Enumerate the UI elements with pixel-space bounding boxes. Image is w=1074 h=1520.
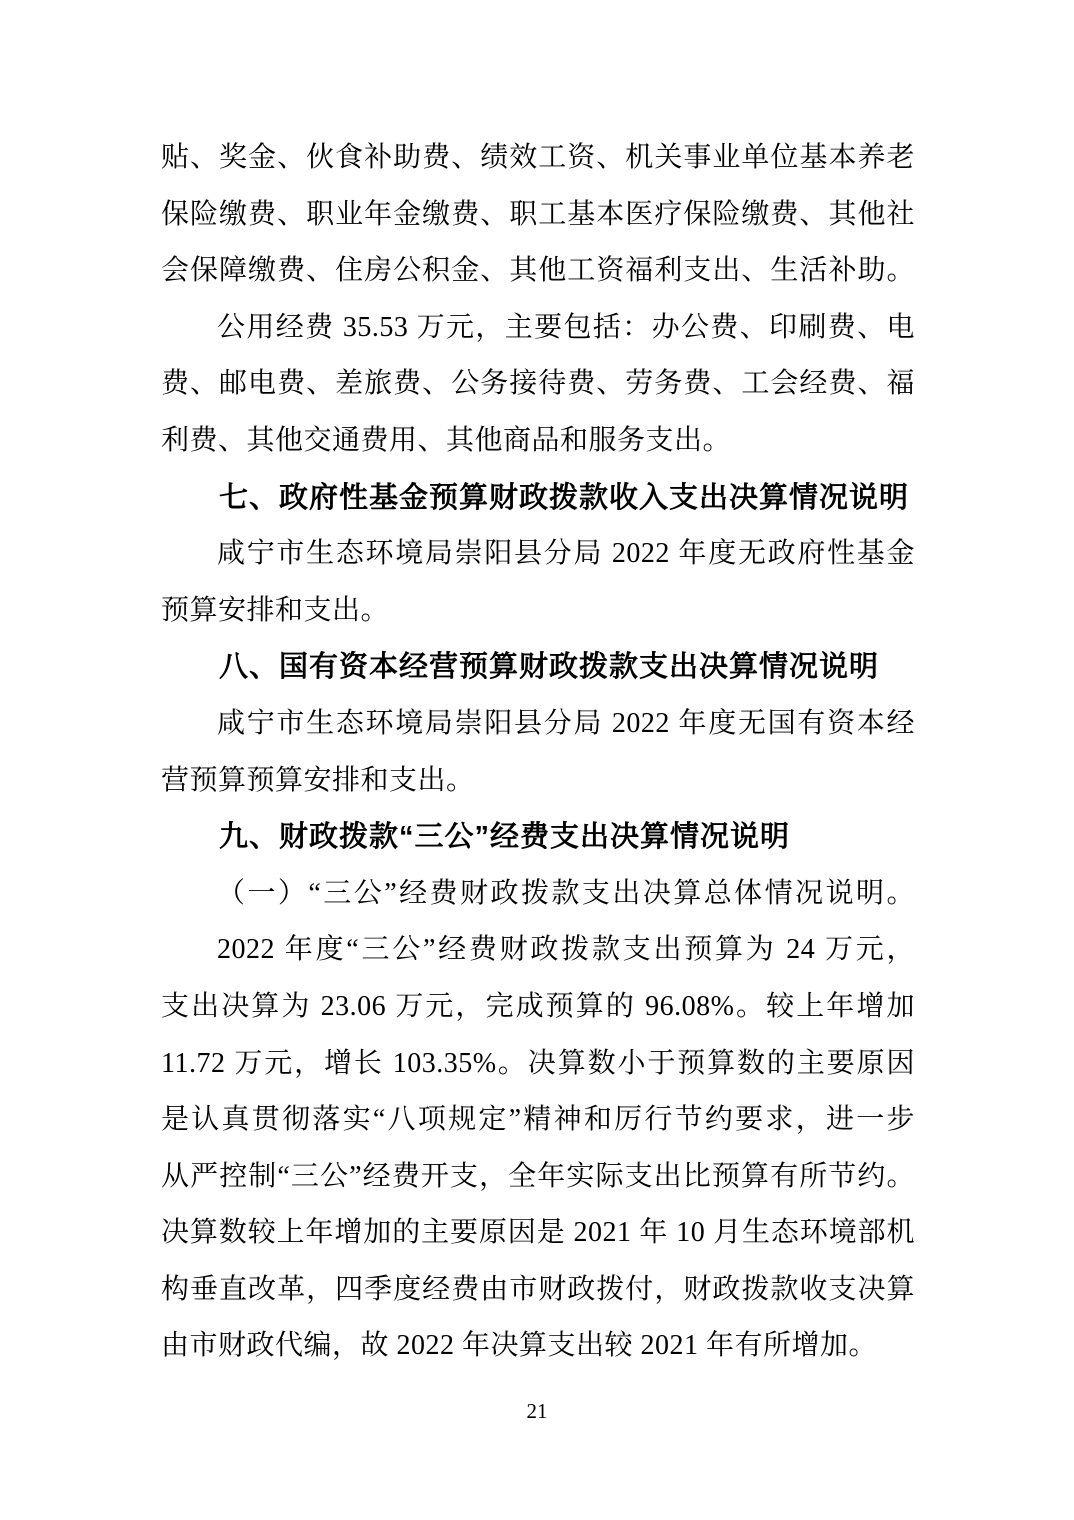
text-line: 公用经费 35.53 万元，主要包括：办公费、印刷费、电 xyxy=(217,311,915,343)
text-line: 决算数较上年增加的主要原因是 2021 年 10 月生态环境部机 xyxy=(161,1217,915,1249)
text-line: 预算安排和支出。 xyxy=(161,594,390,626)
text-line: 2022 年度“三公”经费财政拨款支出预算为 24 万元， xyxy=(217,934,915,966)
text-line: （一）“三公”经费财政拨款支出决算总体情况说明。 xyxy=(217,877,915,909)
text-line: 是认真贯彻落实“八项规定”精神和厉行节约要求，进一步 xyxy=(161,1104,915,1136)
text-line: 咸宁市生态环境局崇阳县分局 2022 年度无国有资本经 xyxy=(217,707,915,739)
page-number: 21 xyxy=(526,1399,548,1423)
text-line: 从严控制“三公”经费开支，全年实际支出比预算有所节约。 xyxy=(161,1160,915,1192)
text-line: 营预算预算安排和支出。 xyxy=(161,764,475,796)
text-line: 费、邮电费、差旅费、公务接待费、劳务费、工会经费、福 xyxy=(161,368,915,400)
section-heading: 八、国有资本经营预算财政拨款支出决算情况说明 xyxy=(219,651,880,684)
text-line: 由市财政代编，故 2022 年决算支出较 2021 年有所增加。 xyxy=(161,1330,878,1362)
text-line: 会保障缴费、住房公积金、其他工资福利支出、生活补助。 xyxy=(161,255,915,287)
section-heading: 七、政府性基金预算财政拨款收入支出决算情况说明 xyxy=(219,481,910,514)
text-line: 利费、其他交通费用、其他商品和服务支出。 xyxy=(161,424,732,456)
text-line: 11.72 万元，增长 103.35%。决算数小于预算数的主要原因 xyxy=(161,1047,915,1079)
text-line: 构垂直改革，四季度经费由市财政拨付，财政拨款收支决算 xyxy=(161,1273,915,1305)
page-body xyxy=(161,130,915,1375)
section-heading: 九、财政拨款“三公”经费支出决算情况说明 xyxy=(219,821,791,854)
text-line: 保险缴费、职业年金缴费、职工基本医疗保险缴费、其他社 xyxy=(161,198,915,230)
text-line: 支出决算为 23.06 万元，完成预算的 96.08%。较上年增加 xyxy=(161,990,915,1022)
text-line: 贴、奖金、伙食补助费、绩效工资、机关事业单位基本养老 xyxy=(161,142,915,173)
text-line: 咸宁市生态环境局崇阳县分局 2022 年度无政府性基金 xyxy=(217,538,915,570)
